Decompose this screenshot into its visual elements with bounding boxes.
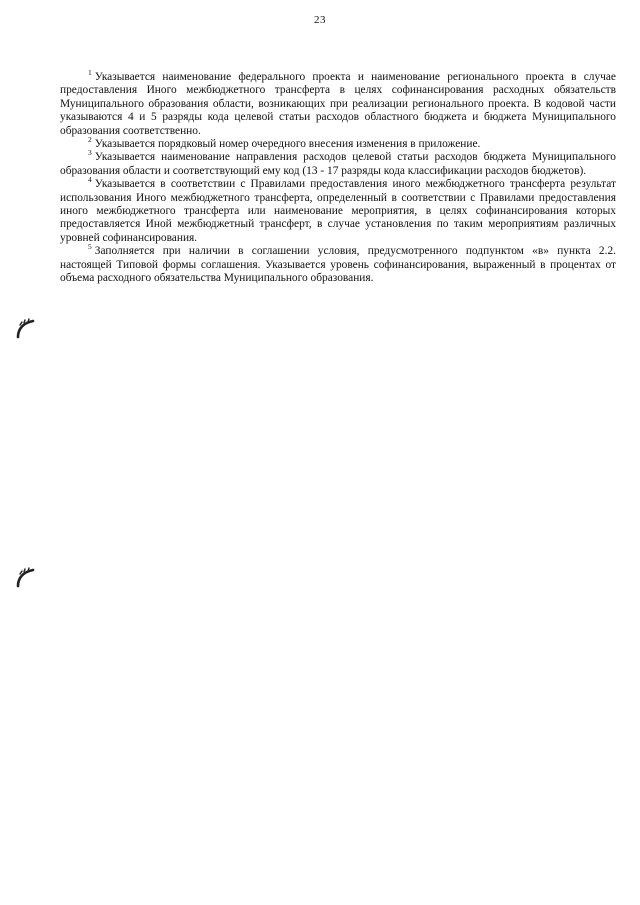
footnotes-section xyxy=(60,68,616,286)
footnote-text: Указывается порядковый номер очередного внесения изменения в приложение. xyxy=(94,138,481,151)
footnote-text: Указывается наименование направления расходов целевой статьи расходов бюджета Муниципального образования области и соответствующий ему код (13 - 17 разряды кода классификации расходов бюджетов). xyxy=(60,151,616,177)
footnote-5 xyxy=(60,242,616,285)
footnote-marker: 4 xyxy=(88,175,92,185)
footnote-4 xyxy=(60,175,616,245)
footnote-marker: 3 xyxy=(88,148,92,158)
footnote-marker: 1 xyxy=(88,68,92,77)
punch-hole-mark-icon xyxy=(14,567,36,589)
footnote-marker: 5 xyxy=(88,242,92,252)
footnote-text: Заполняется при наличии в соглашении условия, предусмотренного подпунктом «в» пункта 2.2. настоящей Типовой формы соглашения. Указывается уровень софинансирования, выраженный в процентах от объема расходного обязательства Муниципального образования. xyxy=(60,245,616,285)
footnote-2 xyxy=(60,135,616,151)
footnote-text: Указывается в соответствии с Правилами предоставления иного межбюджетного трансферта результат использования Иного межбюджетного трансферта, определенный в соответствии с Правилами предоставления иного межбюджетного трансферта или наименование мероприятия, в целях софинансирования которых предоставляется Иной межбюджетный трансферт, в случае установления по таким мероприятиям различных уровней софинансирования. xyxy=(60,178,616,244)
footnote-text: Указывается наименование федерального проекта и наименование регионального проекта в случае предоставления Иного межбюджетного трансферта в целях софинансирования расходных обязательств Муниципального образования области, возникающих при реализации регионального проекта. В кодовой части указываются 4 и 5 разряды кода целевой статьи расходов областного бюджета и бюджета Муниципального образования соответственно. xyxy=(60,71,616,137)
punch-hole-mark-icon xyxy=(14,318,36,340)
footnote-3 xyxy=(60,148,616,178)
footnote-1 xyxy=(60,68,616,138)
footnote-marker: 2 xyxy=(88,135,92,145)
page-number: 23 xyxy=(314,14,326,26)
